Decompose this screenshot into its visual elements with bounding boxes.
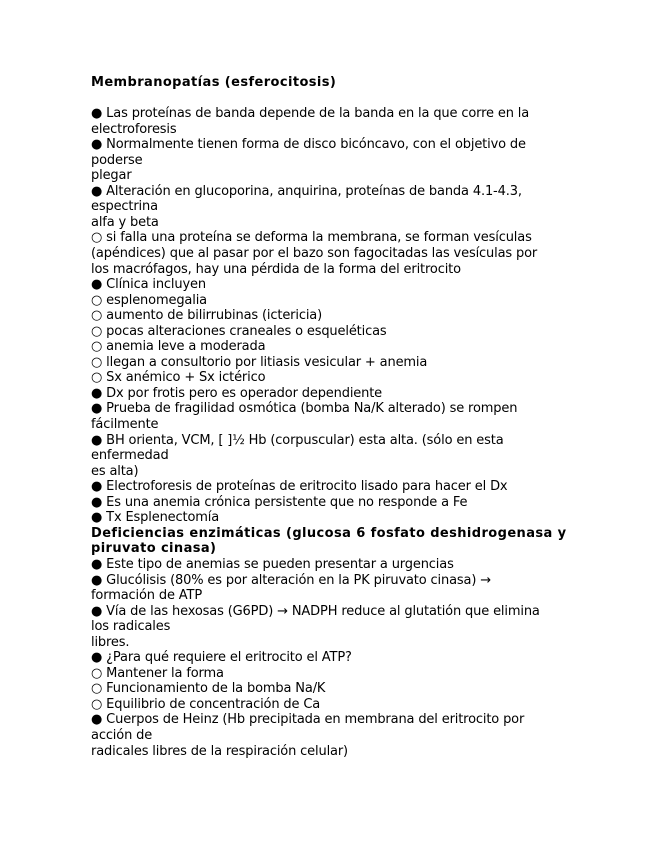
text-line: ● Este tipo de anemias se pueden presentar a urgencias xyxy=(91,556,454,572)
text-line: ● Normalmente tienen forma de disco bicóncavo, con el objetivo de xyxy=(91,137,526,153)
text-line: ● ¿Para qué requiere el eritrocito el ATP? xyxy=(91,650,352,666)
text-line: ● Las proteínas de banda depende de la banda en la que corre en la xyxy=(91,106,530,122)
text-line: poderse xyxy=(91,152,143,168)
text-line: espectrina xyxy=(91,199,158,215)
text-line: ● Tx Esplenectomía xyxy=(91,510,220,526)
text-line: alfa y beta xyxy=(91,214,159,230)
text-line: los macrófagos, hay una pérdida de la forma del eritrocito xyxy=(91,261,461,277)
text-line: libres. xyxy=(91,634,130,650)
text-line: ○ Sx anémico + Sx ictérico xyxy=(91,370,266,386)
text-line: ○ pocas alteraciones craneales o esqueléticas xyxy=(91,323,387,339)
text-line: plegar xyxy=(91,168,132,184)
text-line: ● Alteración en glucoporina, anquirina, proteínas de banda 4.1-4.3, xyxy=(91,183,522,199)
text-line: ● Vía de las hexosas (G6PD) → NADPH reduce al glutatión que elimina xyxy=(91,603,540,619)
text-line: ● Es una anemia crónica persistente que no responde a Fe xyxy=(91,494,468,510)
text-line: ○ si falla una proteína se deforma la membrana, se forman vesículas xyxy=(91,230,532,246)
text-line: radicales libres de la respiración celular) xyxy=(91,743,348,759)
text-line: ● Glucólisis (80% es por alteración en la PK piruvato cinasa) → xyxy=(91,572,491,588)
text-line: ● Dx por frotis pero es operador dependiente xyxy=(91,385,383,401)
blank-line xyxy=(91,91,651,107)
text-line: fácilmente xyxy=(91,417,159,433)
text-line: ○ llegan a consultorio por litiasis vesicular + anemia xyxy=(91,354,428,370)
text-line: ● Prueba de fragilidad osmótica (bomba Na/K alterado) se rompen xyxy=(91,401,518,417)
text-line: ○ Mantener la forma xyxy=(91,665,224,681)
text-line: ○ aumento de bilirrubinas (ictericia) xyxy=(91,308,323,324)
section-heading-deficiencias: Deficiencias enzimáticas (glucosa 6 fosfato deshidrogenasa y xyxy=(91,525,567,541)
text-line: ○ anemia leve a moderada xyxy=(91,339,266,355)
text-line: ○ Funcionamiento de la bomba Na/K xyxy=(91,681,326,697)
document-page xyxy=(91,75,651,759)
text-line: es alta) xyxy=(91,463,139,479)
section-heading-continuation: piruvato cinasa) xyxy=(91,541,217,557)
text-line: ● BH orienta, VCM, [ ]½ Hb (corpuscular) esta alta. (sólo en esta xyxy=(91,432,504,448)
text-line: formación de ATP xyxy=(91,588,203,604)
text-line: ● Cuerpos de Heinz (Hb precipitada en membrana del eritrocito por xyxy=(91,712,525,728)
text-line: (apéndices) que al pasar por el bazo son fagocitadas las vesículas por xyxy=(91,246,538,262)
text-line: acción de xyxy=(91,727,153,743)
text-line: ○ Equilibrio de concentración de Ca xyxy=(91,696,321,712)
text-line: ● Clínica incluyen xyxy=(91,277,206,293)
text-line: ○ esplenomegalia xyxy=(91,292,207,308)
section-heading-membranopatias: Membranopatías (esferocitosis) xyxy=(91,75,337,90)
text-line: enfermedad xyxy=(91,448,169,464)
text-line: los radicales xyxy=(91,619,171,635)
text-line: ● Electroforesis de proteínas de eritrocito lisado para hacer el Dx xyxy=(91,479,508,495)
text-line: electroforesis xyxy=(91,121,177,137)
